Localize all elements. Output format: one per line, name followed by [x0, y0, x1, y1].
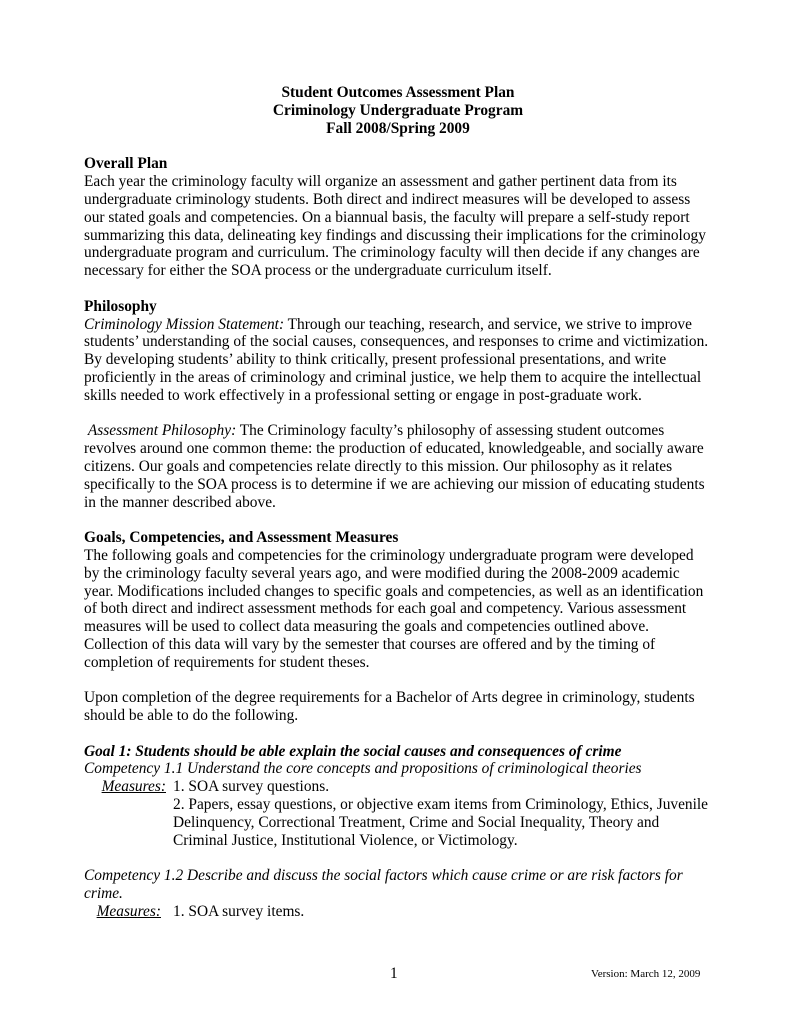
competency-1-1: Competency 1.1 Understand the core concepts and propositions of criminological theories — [84, 760, 642, 778]
mission-statement-label: Criminology Mission Statement: — [84, 315, 285, 333]
measures-label: Measures: — [101, 778, 166, 796]
measures-list-1-2 — [168, 903, 712, 921]
title-line-1: Student Outcomes Assessment Plan — [281, 84, 515, 101]
goals-heading: Goals, Competencies, and Assessment Measures — [84, 529, 399, 547]
goal-1-block — [84, 743, 712, 850]
version-label: Version: March 12, 2009 — [591, 968, 701, 980]
title-line-3: Fall 2008/Spring 2009 — [326, 119, 470, 137]
title-line-2: Criminology Undergraduate Program — [272, 101, 524, 119]
competency-1-2-block — [84, 867, 712, 920]
completion-text: Upon completion of the degree requirements for a Bachelor of Arts degree in criminology, students should be able to do the following. — [84, 689, 695, 725]
assessment-philosophy-text: The Criminology faculty’s philosophy of assessing student outcomes revolves around one common theme: the production of educated, knowledgeable, and socially aware citizens. Our goals and competencies relate directly to this mission. Our philosophy as it relates specifically to the SOA process is to determine if we are achieving our mission of educating students in the manner described above. — [84, 422, 705, 511]
mission-statement-paragraph — [84, 316, 712, 405]
goal-1-title: Goal 1: Students should be able explain the social causes and consequences of crime — [84, 742, 622, 760]
measures-1-2 — [84, 903, 712, 921]
philosophy-heading: Philosophy — [84, 297, 157, 315]
measures-label: Measures: — [96, 902, 161, 920]
document-body — [84, 84, 712, 921]
overall-plan-text: Each year the criminology faculty will organize an assessment and gather pertinent data from its undergraduate criminology students. Both direct and indirect measures will be developed to assess our stated goals and competencies. On a biannual basis, the faculty will prepare a self-study report summarizing this data, delineating key findings and discussing their implications for the criminology undergraduate program and curriculum. The criminology faculty will then decide if any changes are necessary for either the SOA process or the undergraduate curriculum itself. — [84, 173, 706, 280]
measures-1-1 — [84, 778, 712, 849]
goals-section — [84, 529, 712, 671]
measure-item: 1. SOA survey items. — [173, 902, 305, 920]
competency-1-2: Competency 1.2 Describe and discuss the social factors which cause crime or are risk factors for crime. — [84, 867, 683, 903]
overall-plan-section — [84, 155, 712, 280]
mission-statement-text: Through our teaching, research, and service, we strive to improve students’ understanding of the social causes, consequences, and responses to crime and victimization. By developing students’ ability to think critically, present professional presentations, and write proficiently in the areas of criminology and criminal justice, we help them to acquire the intellectual skills needed to work effectively in a professional setting or engage in post-graduate work. — [84, 315, 709, 404]
overall-plan-heading: Overall Plan — [84, 155, 168, 173]
assessment-philosophy-paragraph — [84, 422, 712, 511]
measures-list-1-1 — [173, 778, 712, 849]
measure-item: 2. Papers, essay questions, or objective exam items from Criminology, Ethics, Juvenile Delinquency, Correctional Treatment, Crime and Social Inequality, Theory and Criminal Justice, Institutional Violence, or Victimology. — [173, 796, 709, 849]
goals-text: The following goals and competencies for the criminology undergraduate program were developed by the criminology faculty several years ago, and were modified during the 2008-2009 academic year. Modifications included changes to specific goals and competencies, as well as an identification of both direct and indirect assessment methods for each goal and competency. Various assessment measures will be used to collect data measuring the goals and competencies outlined above. Collection of this data will vary by the semester that courses are offered and by the timing of completion of requirements for student theses. — [84, 546, 704, 671]
document-title — [84, 84, 712, 137]
page-number: 1 — [390, 965, 398, 982]
assessment-philosophy-label: Assessment Philosophy: — [87, 422, 237, 440]
measure-item: 1. SOA survey questions. — [173, 778, 330, 796]
philosophy-section — [84, 298, 712, 405]
